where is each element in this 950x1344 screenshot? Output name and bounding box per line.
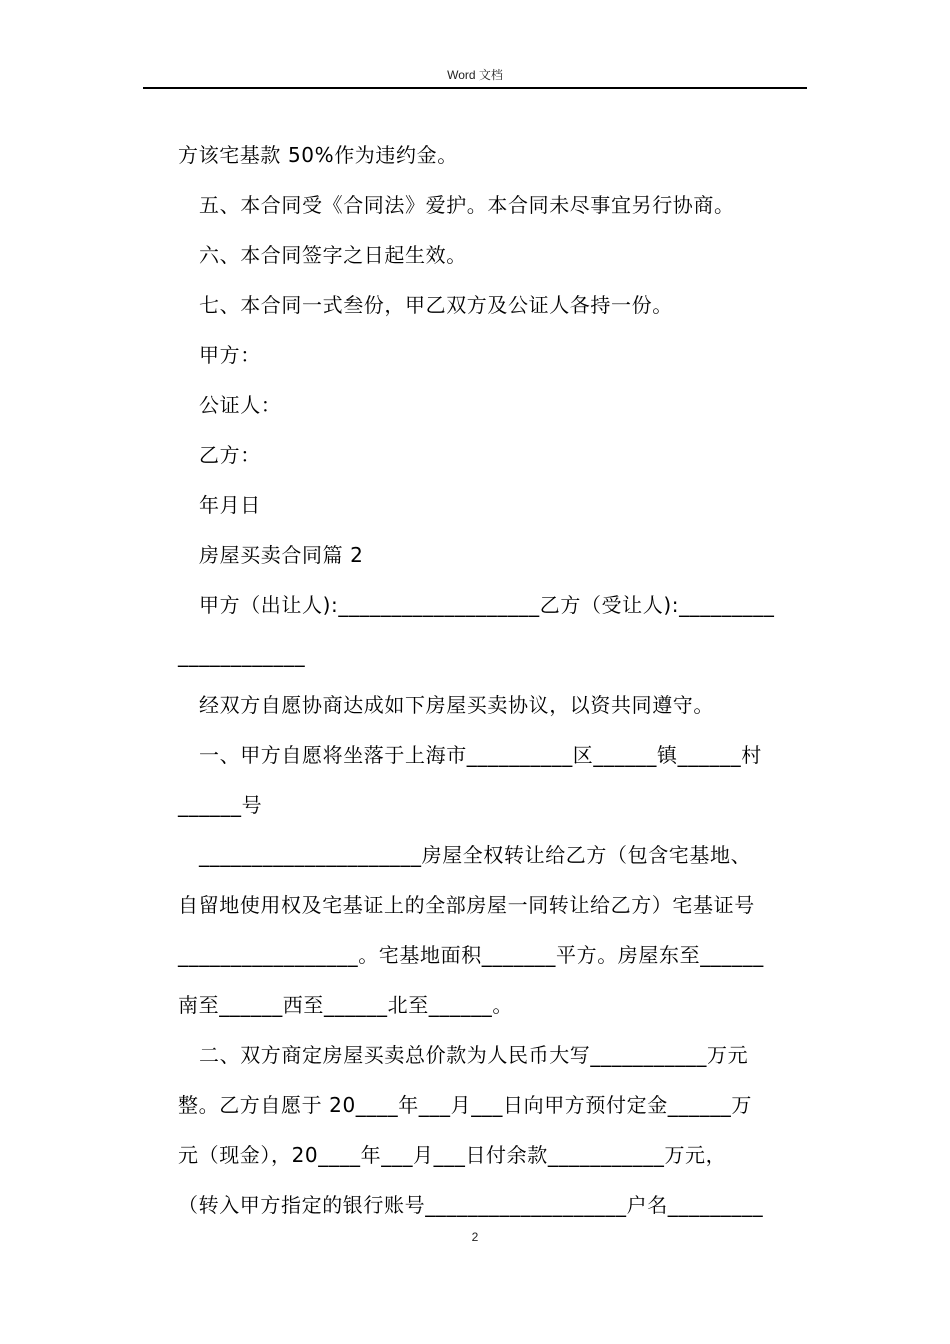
header-divider [143,87,807,89]
body-line: ______号 [178,793,263,817]
page-number: 2 [471,1230,479,1244]
document-body [178,130,808,1230]
body-line: _____________________房屋全权转让给乙方（包含宅基地、 [199,843,752,867]
body-line: _________________。宅基地面积_______平方。房屋东至______ [178,943,764,967]
body-line: 六、本合同签字之日起生效。 [199,243,467,267]
body-line: 七、本合同一式叁份，甲乙双方及公证人各持一份。 [199,293,673,317]
body-line: 五、本合同受《合同法》爱护。本合同未尽事宜另行协商。 [199,193,735,217]
body-line: 一、甲方自愿将坐落于上海市__________区______镇______村 [199,743,762,767]
body-line: 二、双方商定房屋买卖总价款为人民币大写___________万元 [199,1043,749,1067]
signature-line-party-b: 乙方： [199,443,261,467]
body-line: 南至______西至______北至______。 [178,993,513,1017]
signature-line-notary: 公证人： [199,393,282,417]
body-line: 甲方（出让人):___________________乙方（受让人):_________ [199,593,775,617]
body-line: 经双方自愿协商达成如下房屋买卖协议，以资共同遵守。 [199,693,714,717]
page-header-title: Word 文档 [447,68,503,82]
body-line: 自留地使用权及宅基证上的全部房屋一同转让给乙方）宅基证号 [178,893,755,917]
body-line: 方该宅基款 50%作为违约金。 [178,143,458,167]
section-heading: 房屋买卖合同篇 2 [199,543,364,567]
body-line: 整。乙方自愿于 20____年___月___日向甲方预付定金______万 [178,1093,753,1117]
body-line: 元（现金），20____年___月___日付余款___________万元， [178,1143,727,1167]
body-line: ____________ [178,643,306,667]
date-line: 年月日 [199,493,261,517]
body-line: （转入甲方指定的银行账号___________________户名_________ [178,1193,764,1217]
signature-line-party-a: 甲方： [199,343,261,367]
